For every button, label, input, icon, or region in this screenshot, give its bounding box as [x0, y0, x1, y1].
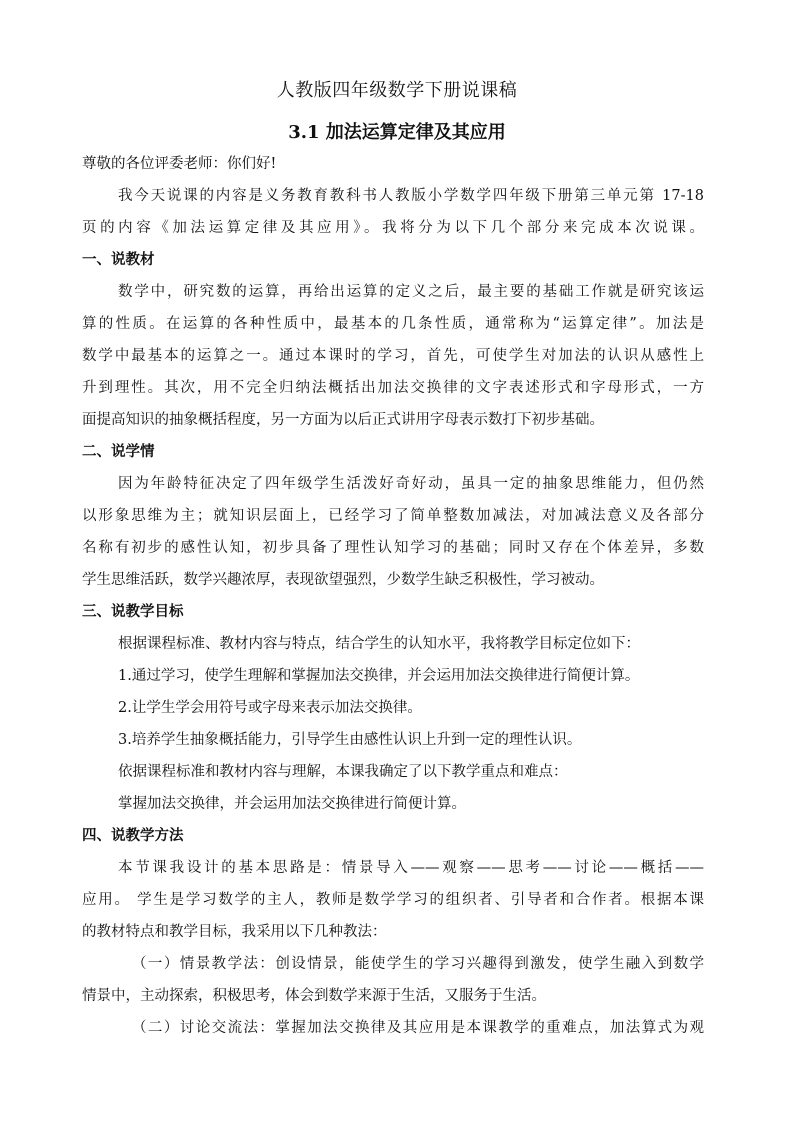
- paragraph-line: 依据课程标准和教材内容与理解，本课我确定了以下教学重点和难点：: [118, 764, 568, 780]
- paragraph-line: 以形象思维为主；就知识层面上，已经学习了简单整数加减法，对加减法意义及各部分: [82, 508, 704, 524]
- intro-line: 我今天说课的内容是义务教育教科书人教版小学数学四年级下册第三单元第 17-18: [118, 188, 704, 204]
- paragraph-line: 掌握加法交换律，并会运用加法交换律进行简便计算。: [118, 796, 466, 812]
- paragraph-line: 本节课我设计的基本思路是：情景导入——观察——思考——讨论——概括——: [118, 860, 704, 876]
- paragraph-line: 算的性质。在运算的各种性质中，最基本的几条性质，通常称为“运算定律”。加法是: [82, 316, 704, 332]
- paragraph-line: 1.通过学习，使学生理解和掌握加法交换律，并会运用加法交换律进行简便计算。: [118, 668, 640, 684]
- paragraph-line: 因为年龄特征决定了四年级学生活泼好奇好动，虽具一定的抽象思维能力，但仍然: [118, 476, 704, 492]
- section-heading: 二、说学情: [82, 443, 155, 460]
- paragraph-line: 情景中，主动探索，积极思考，体会到数学来源于生活，又服务于生活。: [82, 988, 546, 1004]
- paragraph-line: 应用。 学生是学习数学的主人，教师是数学学习的组织者、引导者和合作者。根据本课: [82, 892, 704, 908]
- paragraph-line: （二）讨论交流法：掌握加法交换律及其应用是本课教学的重难点，加法算式为观: [132, 1020, 704, 1036]
- paragraph-line: 数学中，研究数的运算，再给出运算的定义之后，最主要的基础工作就是研究该运: [118, 284, 704, 300]
- section-heading: 四、说教学方法: [82, 827, 184, 844]
- paragraph-line: 面提高知识的抽象概括程度，另一方面为以后正式讲用字母表示数打下初步基础。: [82, 412, 604, 428]
- paragraph-line: 数学中最基本的运算之一。通过本课时的学习，首先，可使学生对加法的认识从感性上: [82, 348, 704, 364]
- paragraph-line: 3.培养学生抽象概括能力，引导学生由感性认识上升到一定的理性认识。: [118, 732, 582, 748]
- section-heading: 一、说教材: [82, 251, 155, 268]
- paragraph-line: 的教材特点和教学目标，我采用以下几种教法：: [82, 924, 387, 940]
- document-subtitle: 3.1 加法运算定律及其应用: [288, 122, 506, 143]
- paragraph-line: 根据课程标准、教材内容与特点，结合学生的认知水平，我将教学目标定位如下：: [118, 636, 640, 652]
- paragraph-line: （一）情景教学法：创设情景，能使学生的学习兴趣得到激发，使学生融入到数学: [132, 956, 704, 972]
- paragraph-line: 升到理性。其次，用不完全归纳法概括出加法交换律的文字表述形式和字母形式，一方: [82, 380, 704, 396]
- paragraph-line: 学生思维活跃，数学兴趣浓厚，表现欲望强烈，少数学生缺乏积极性，学习被动。: [82, 572, 604, 588]
- document-title: 人教版四年级数学下册说课稿: [276, 80, 518, 101]
- paragraph-line: 名称有初步的感性认知，初步具备了理性认知学习的基础；同时又存在个体差异，多数: [82, 540, 704, 556]
- paragraph-line: 2.让学生学会用符号或字母来表示加法交换律。: [118, 700, 422, 716]
- section-heading: 三、说教学目标: [82, 603, 184, 620]
- greeting: 尊敬的各位评委老师：你们好!: [82, 156, 277, 172]
- intro-line: 页的内容《加法运算定律及其应用》。我将分为以下几个部分来完成本次说课。: [82, 220, 704, 236]
